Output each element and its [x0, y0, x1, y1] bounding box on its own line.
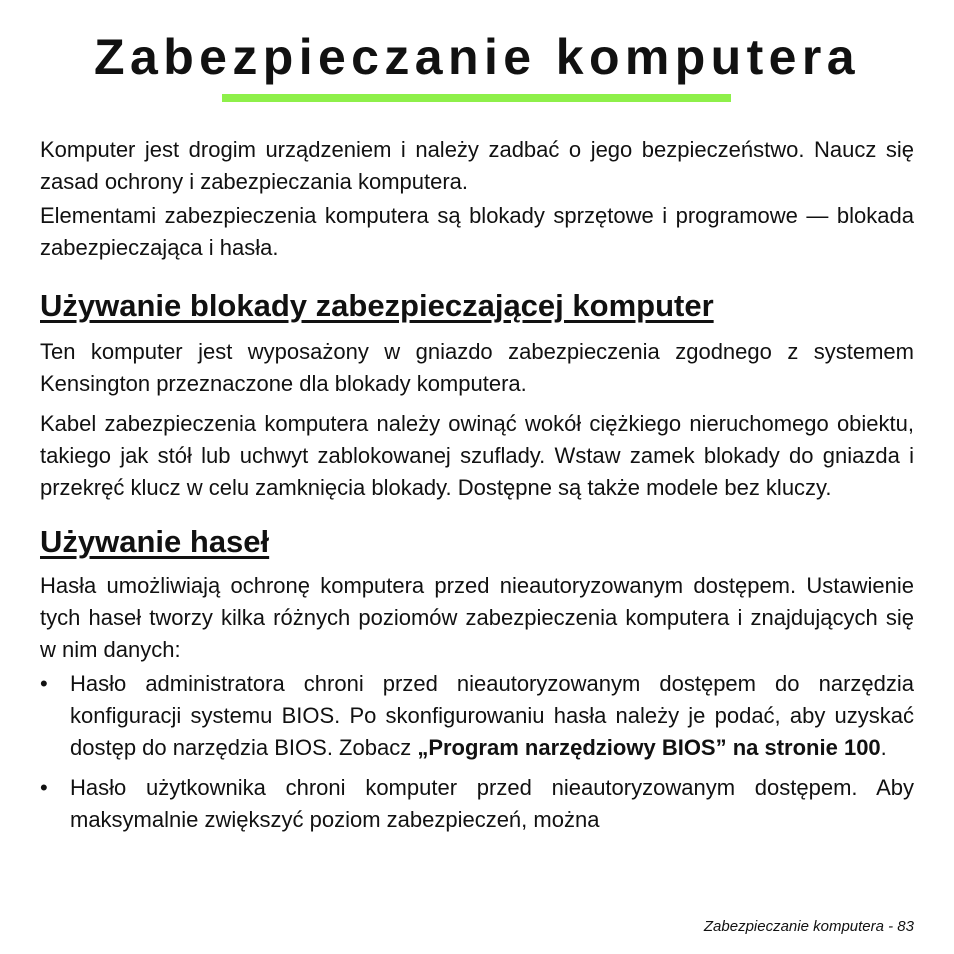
bullet-text: Hasło administratora chroni przed nieautoryzowanym dostępem do narzędzia konfiguracji systemu BIOS. Po skonfigurowaniu hasła należy je podać, aby uzyskać dostęp do narzędzia BIOS. Zobacz	[70, 671, 914, 760]
list-item	[40, 772, 914, 836]
intro-paragraph-1: Komputer jest drogim urządzeniem i należy zadbać o jego bezpieczeństwo. Naucz się zasad ochrony i zabezpieczania komputera.	[40, 137, 914, 194]
passwords-paragraph-1: Hasła umożliwiają ochronę komputera przed nieautoryzowanym dostępem. Ustawienie tych haseł tworzy kilka różnych poziomów zabezpieczenia komputera i znajdujących się w nim danych:	[40, 573, 914, 662]
page-footer: Zabezpieczanie komputera - 83	[703, 918, 914, 935]
section-heading-lock: Używanie blokady zabezpieczającej komputer	[40, 288, 714, 323]
lock-paragraph-1: Ten komputer jest wyposażony w gniazdo zabezpieczenia zgodnego z systemem Kensington przeznaczone dla blokady komputera.	[40, 339, 914, 396]
bios-cross-reference-link[interactable]: „Program narzędziowy BIOS” na stronie 100	[417, 735, 881, 760]
section-heading-passwords: Używanie haseł	[40, 524, 270, 559]
list-item	[40, 668, 914, 764]
page-title: Zabezpieczanie komputera	[94, 29, 860, 85]
intro-paragraph-2: Elementami zabezpieczenia komputera są blokady sprzętowe i programowe — blokada zabezpieczająca i hasła.	[40, 203, 914, 260]
bullet-text-end: .	[880, 735, 887, 760]
bullet-icon: •	[40, 775, 48, 800]
page-content	[40, 134, 914, 844]
lock-paragraph-2: Kabel zabezpieczenia komputera należy owinąć wokół ciężkiego nieruchomego obiektu, takiego jak stół lub uchwyt zablokowanej szuflady. Wstaw zamek blokady do gniazda i przekręć klucz w celu zamknięcia blokady. Dostępne są także modele bez kluczy.	[40, 411, 914, 500]
bullet-paragraph-admin	[70, 668, 914, 764]
bullet-paragraph-user: Hasło użytkownika chroni komputer przed nieautoryzowanym dostępem. Aby maksymalnie zwiększyć poziom zabezpieczeń, można	[70, 775, 914, 832]
passwords-bullet-list	[40, 668, 914, 836]
title-underline-bar	[222, 94, 731, 102]
bullet-icon: •	[40, 671, 48, 696]
